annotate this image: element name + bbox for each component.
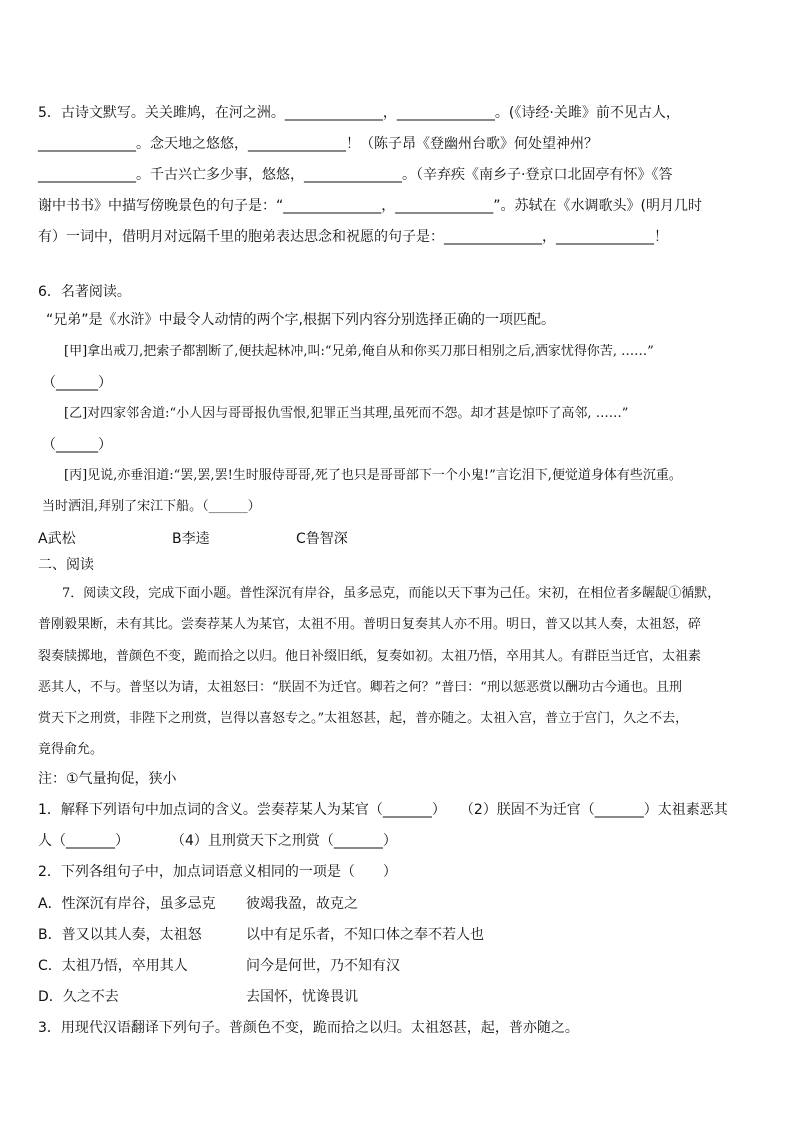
q7-subquestion-1-line-1: 1．解释下列语句中加点词的含义。尝奏荐某人为某官（_______） （2）朕固不为迁官（_______）太祖素恶其 <box>38 802 728 818</box>
q7-subquestion-1-line-2: 人（_______） （4）且刑赏天下之刑赏（_______） <box>38 833 397 849</box>
q7-option-b-left: B．普又以其人奏，太祖怒 <box>38 927 202 943</box>
q7-passage-line-3: 裂奏牍掷地，普颜色不变，跪而拾之以归。他日补缀旧纸，复奏如初。太祖乃悟，卒用其人。有群臣当迁官，太祖素 <box>38 649 702 664</box>
q7-subquestion-3: 3．用现代汉语翻译下列句子。普颜色不变，跪而拾之以归。太祖怒甚，起，普亦随之。 <box>38 1020 579 1036</box>
q6-passage-bing-1: [丙]见说,亦垂泪道:“罢,罢,罢!生时服侍哥哥,死了也只是哥哥部下一个小鬼!”言讫泪下,便觉道身体有些沉重。 <box>64 468 682 483</box>
q7-passage-line-5: 赏天下之刑赏，非陛下之刑赏，岂得以喜怒专之。”太祖怒甚，起，普亦随之。太祖入宫，普立于宫门，久之不去， <box>38 711 689 726</box>
q6-option-a[interactable]: A武松 <box>38 531 76 547</box>
q6-answer-blank-jia[interactable]: （______） <box>42 375 112 391</box>
q6-answer-blank-yi[interactable]: （______） <box>42 437 112 453</box>
q6-title: 6．名著阅读。 <box>38 284 131 300</box>
q7-option-c-row[interactable] <box>38 957 400 975</box>
q6-passage-yi: [乙]对四家邻舍道:“小人因与哥哥报仇雪恨,犯罪正当其理,虽死而不怨。却才甚是惊吓了高邻, ……” <box>64 406 629 421</box>
q5-line-4: 谢中书书》中描写傍晚景色的句子是：“______________，______________”。苏轼在《水调歌头》(明月几时 <box>38 198 702 214</box>
q7-option-a-left: A．性深沉有岸谷，虽多忌克 <box>38 896 216 912</box>
q7-option-d-right: 去国怀，忧谗畏讥 <box>246 989 358 1005</box>
q7-passage-line-4: 恶其人，不与。普坚以为请，太祖怒曰：“朕固不为迁官。卿若之何？”普曰：“刑以惩恶赏以酬功古今通也。且刑 <box>38 680 682 695</box>
q7-option-c-right: 问今是何世，乃不知有汉 <box>246 958 400 974</box>
q7-passage-line-1: 7．阅读文段，完成下面小题。普性深沉有岸谷，虽多忌克，而能以天下事为己任。宋初，在相位者多龌龊①循默， <box>62 586 721 601</box>
q7-option-a-row[interactable] <box>38 895 358 913</box>
q7-option-b-row[interactable] <box>38 926 484 944</box>
q7-option-a-right: 彼竭我盈，故克之 <box>246 896 358 912</box>
q7-option-d-row[interactable] <box>38 988 358 1006</box>
q7-note: 注：①气量拘促，狭小 <box>38 771 177 787</box>
q7-option-b-right: 以中有足乐者，不知口体之奉不若人也 <box>246 927 484 943</box>
q6-intro: “兄弟”是《水浒》中最令人动情的两个字,根据下列内容分别选择正确的一项匹配。 <box>46 312 555 328</box>
q6-option-b[interactable]: B李逵 <box>172 531 210 547</box>
q7-passage-line-6: 竟得俞允。 <box>38 742 104 757</box>
q7-option-d-left: D．久之不去 <box>38 989 119 1005</box>
q7-subquestion-2: 2．下列各组句子中，加点词语意义相同的一项是（ ） <box>38 864 397 880</box>
q5-line-3: ______________。千古兴亡多少事，悠悠，______________。（辛弃疾《南乡子·登京口北固亭有怀》《答 <box>38 167 673 183</box>
q5-line-1: 5．古诗文默写。关关雎鸠，在河之洲。______________，______________。(《诗经·关雎》前不见古人， <box>38 105 680 121</box>
q7-passage-line-2: 普刚毅果断，未有其比。尝奏荐某人为某官，太祖不用。普明日复奏其人亦不用。明日，普又以其人奏，太祖怒，碎 <box>38 617 702 632</box>
q6-options <box>38 530 348 548</box>
section-2-title: 二、阅读 <box>38 557 94 573</box>
q7-option-c-left: C．太祖乃悟，卒用其人 <box>38 958 188 974</box>
q5-line-2: ______________。念天地之悠悠，______________！（陈子昂《登幽州台歌》何处望神州？ <box>38 136 598 152</box>
q5-line-5: 有）一词中，借明月对远隔千里的胞弟表达思念和祝愿的句子是：______________，______________！ <box>38 229 668 245</box>
q6-passage-bing-2: 当时洒泪,拜别了宋江下船。（______） <box>42 499 261 514</box>
q6-passage-jia: [甲]拿出戒刀,把索子都割断了,便扶起林冲,叫:“兄弟,俺自从和你买刀那日相别之后,洒家忧得你苦, ……” <box>64 344 654 359</box>
q6-option-c[interactable]: C鲁智深 <box>296 531 348 547</box>
